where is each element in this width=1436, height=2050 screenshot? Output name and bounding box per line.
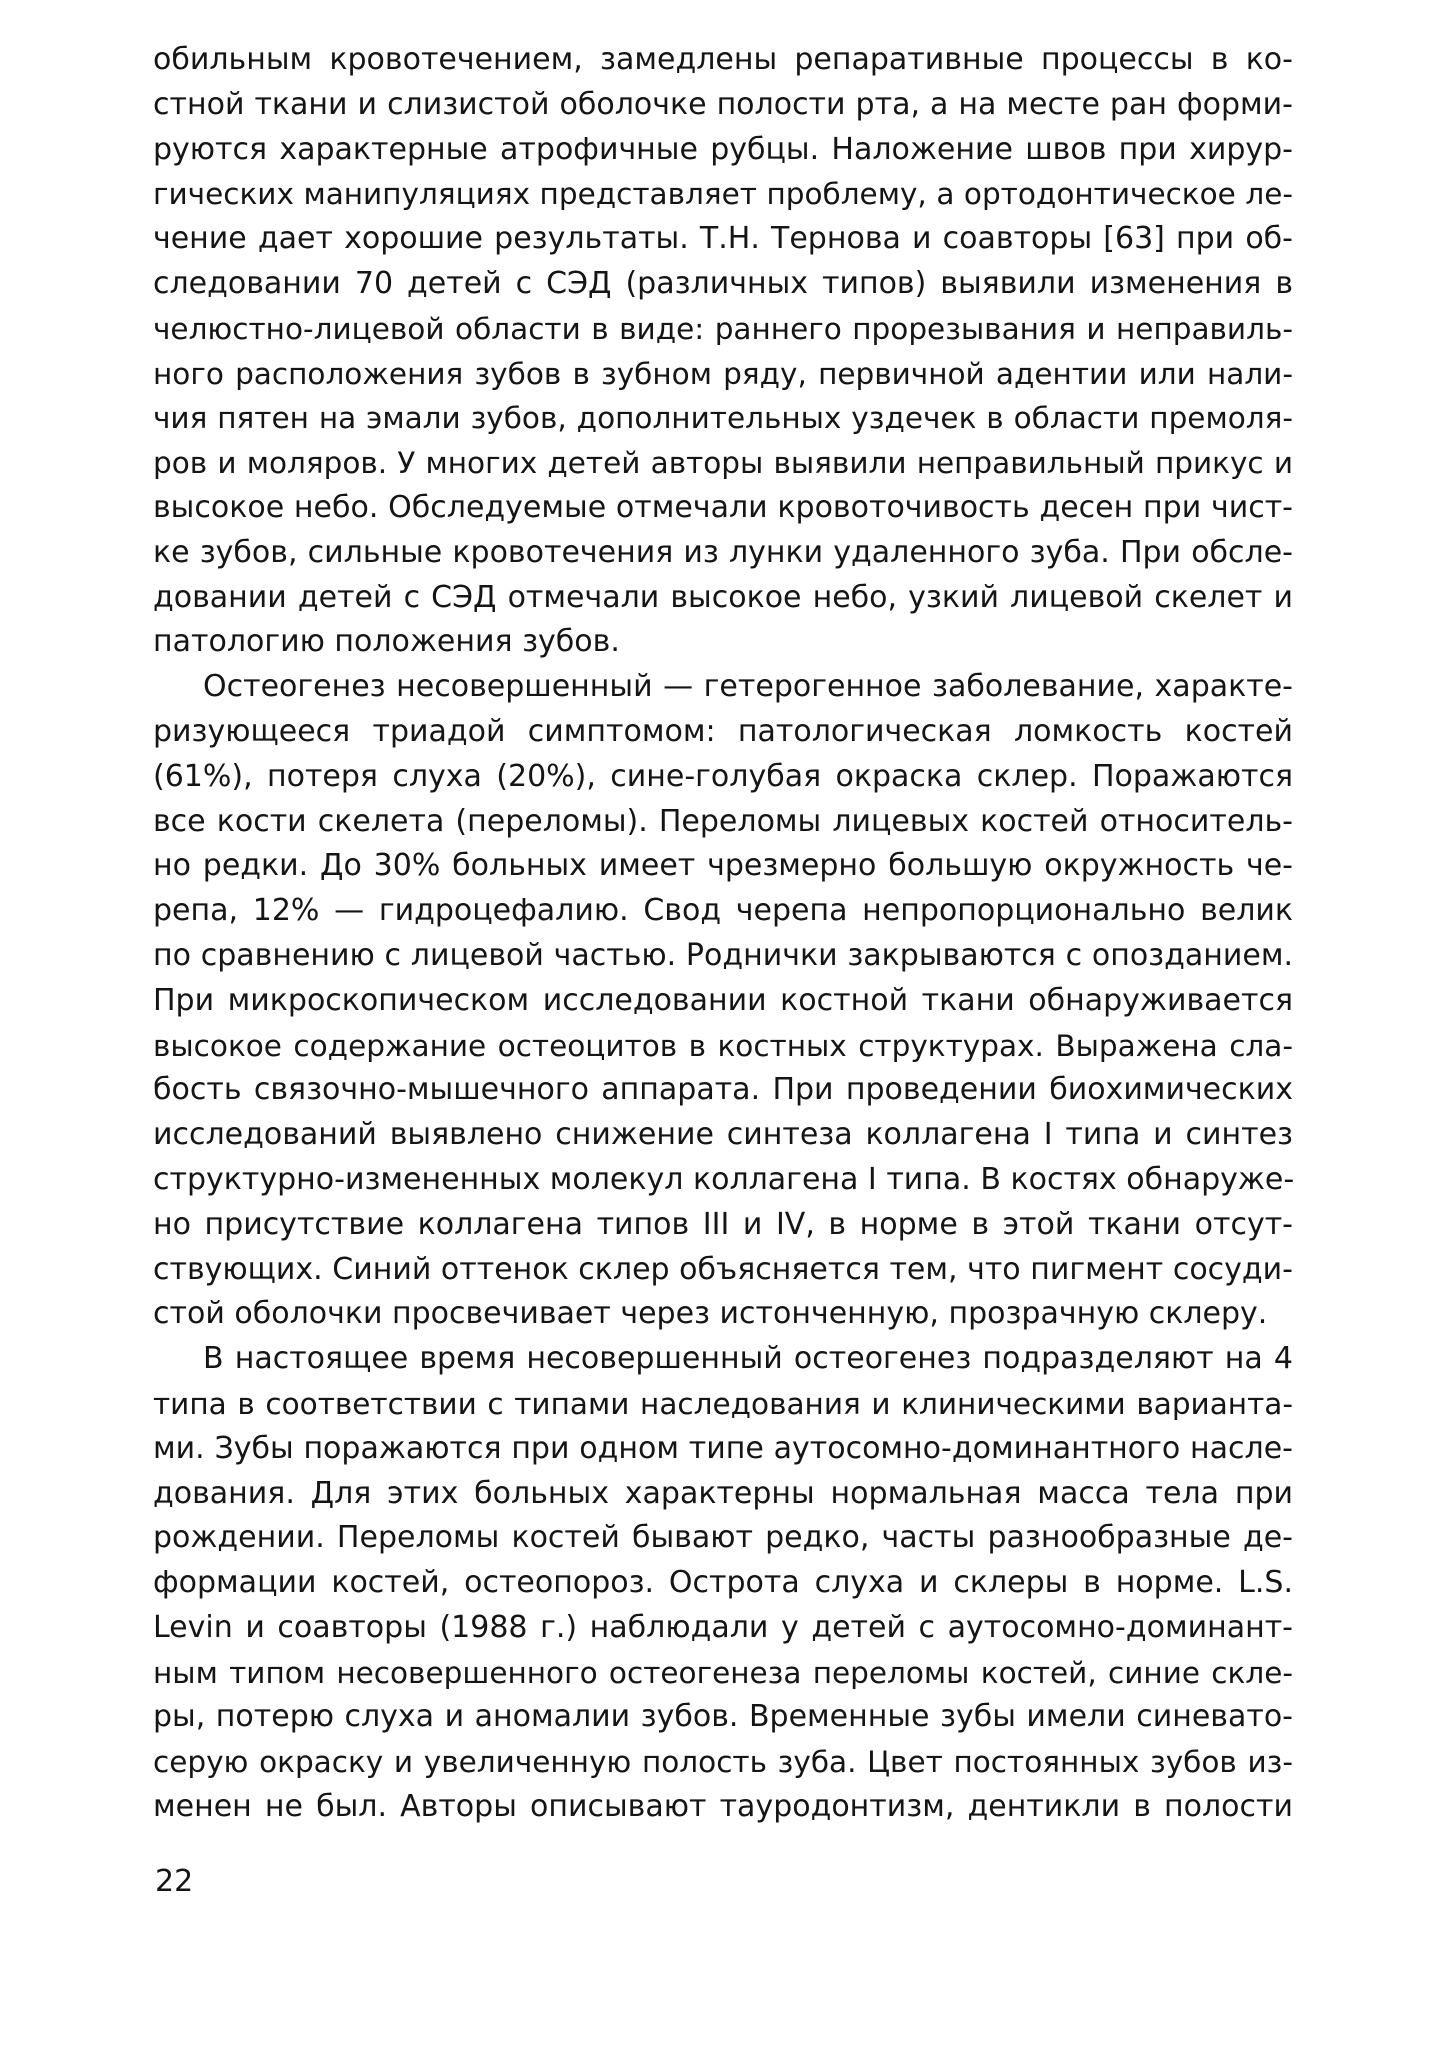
text-line: дования. Для этих больных характерны нормальная масса тела при: [153, 1475, 1293, 1511]
text-line: бость связочно-мышечного аппарата. При проведении биохимических: [153, 1072, 1293, 1108]
text-line: При микроскопическом исследовании костной ткани обнаруживается: [153, 982, 1293, 1018]
text-line: типа в соответствии с типами наследования и клиническими варианта-: [153, 1386, 1293, 1421]
text-line: ми. Зубы поражаются при одном типе аутосомно-доминантного насле-: [153, 1430, 1293, 1466]
text-line: стой оболочки просвечивает через истонченную, прозрачную склеру.: [153, 1296, 1268, 1332]
body-text: [153, 38, 1293, 1830]
text-line: чия пятен на эмали зубов, дополнительных уздечек в области премоля-: [153, 401, 1293, 436]
text-line: Levin и соавторы (1988 г.) наблюдали у детей с аутосомно-доминант-: [153, 1609, 1293, 1645]
text-line: формации костей, остеопороз. Острота слуха и склеры в норме. L.S.: [153, 1565, 1293, 1601]
text-line: ров и моляров. У многих детей авторы выявили неправильный прикус и: [153, 446, 1293, 481]
text-line: В настоящее время несовершенный остеогенез подразделяют на 4: [203, 1341, 1293, 1377]
text-line: чение дает хорошие результаты. Т.Н. Тернова и соавторы [63] при об-: [153, 221, 1293, 257]
text-line: ным типом несовершенного остеогенеза переломы костей, синие скле-: [153, 1655, 1293, 1690]
text-line: обильным кровотечением, замедлены репаративные процессы в ко-: [153, 42, 1293, 77]
text-line: ного расположения зубов в зубном ряду, первичной адентии или нали-: [153, 356, 1293, 391]
text-line: по сравнению с лицевой частью. Роднички закрываются с опозданием.: [153, 937, 1293, 973]
text-line: серую окраску и увеличенную полость зуба. Цвет постоянных зубов из-: [153, 1745, 1293, 1780]
text-line: репа, 12% — гидроцефалию. Свод черепа непропорционально велик: [153, 893, 1293, 929]
text-line: ке зубов, сильные кровотечения из лунки удаленного зуба. При обсле-: [153, 534, 1293, 570]
text-line: все кости скелета (переломы). Переломы лицевых костей относитель-: [153, 803, 1293, 839]
text-line: стной ткани и слизистой оболочке полости рта, а на месте ран форми-: [153, 86, 1293, 122]
page-number: 22: [155, 1864, 194, 1899]
text-line: патологию положения зубов.: [153, 624, 620, 660]
text-line: структурно-измененных молекул коллагена I типа. В костях обнаруже-: [153, 1161, 1295, 1197]
text-line: следовании 70 детей с СЭД (различных типов) выявили изменения в: [153, 265, 1293, 301]
text-line: высокое небо. Обследуемые отмечали кровоточивость десен при чист-: [153, 489, 1293, 525]
text-line: но редки. До 30% больных имеет чрезмерно большую окружность че-: [153, 848, 1293, 884]
text-line: ствующих. Синий оттенок склер объясняется тем, что пигмент сосуди-: [153, 1251, 1293, 1287]
text-line: исследований выявлено снижение синтеза коллагена I типа и синтез: [153, 1117, 1293, 1153]
text-line: руются характерные атрофичные рубцы. Наложение швов при хирур-: [153, 131, 1293, 167]
text-line: рождении. Переломы костей бывают редко, часты разнообразные де-: [153, 1520, 1293, 1556]
text-line: ризующееся триадой симптомом: патологическая ломкость костей: [153, 713, 1293, 749]
text-line: но присутствие коллагена типов III и IV, в норме в этой ткани отсут-: [153, 1206, 1293, 1242]
text-line: гических манипуляциях представляет проблему, а ортодонтическое ле-: [153, 177, 1293, 212]
text-line: (61%), потеря слуха (20%), сине-голубая окраска склер. Поражаются: [153, 758, 1293, 794]
text-line: ры, потерю слуха и аномалии зубов. Временные зубы имели синевато-: [153, 1699, 1293, 1735]
text-line: Остеогенез несовершенный — гетерогенное заболевание, характе-: [203, 669, 1293, 705]
text-line: высокое содержание остеоцитов в костных структурах. Выражена сла-: [153, 1028, 1293, 1063]
text-line: челюстно-лицевой области в виде: раннего прорезывания и неправиль-: [153, 311, 1293, 346]
text-line: довании детей с СЭД отмечали высокое небо, узкий лицевой скелет и: [153, 579, 1293, 615]
text-line: менен не был. Авторы описывают тауродонтизм, дентикли в полости: [153, 1789, 1293, 1825]
